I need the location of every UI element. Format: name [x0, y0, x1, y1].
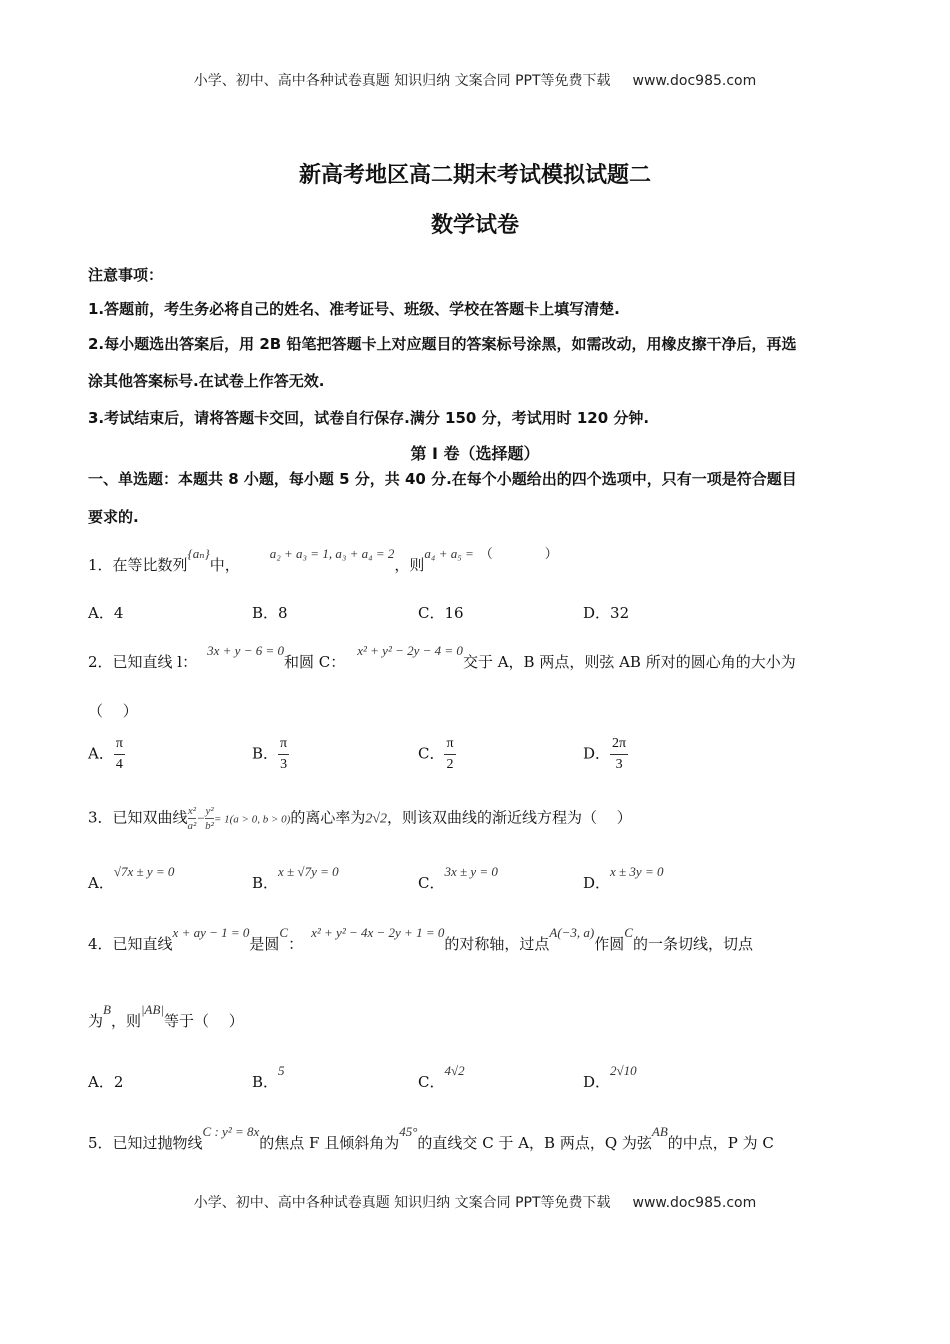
- q4-option-d-label: D．: [583, 1073, 611, 1091]
- q2-option-c-den: 2: [446, 757, 454, 772]
- q2-paren: （ ）: [88, 702, 138, 720]
- q4-option-a[interactable]: A．2: [88, 1073, 124, 1091]
- q4-colon: ：: [288, 935, 304, 953]
- q1-paren: （ ）: [479, 547, 558, 562]
- q4-l2a: 为: [88, 1012, 104, 1030]
- q1-condition: a₂ + a₃ = 1, a₃ + a₄ = 2: [269, 546, 395, 561]
- q3-minus: −: [196, 810, 206, 826]
- q4-l2c: 等于（ ）: [164, 1012, 244, 1030]
- q2-option-c-label: C．: [418, 744, 445, 763]
- q2-option-c[interactable]: [418, 734, 456, 775]
- q4-circle-c2: C: [624, 925, 633, 940]
- q2-option-b[interactable]: [252, 734, 289, 775]
- q3-f2-den: b²: [205, 820, 214, 832]
- q1-option-a[interactable]: A．4: [88, 604, 124, 622]
- q2-prefix: 2．已知直线 l：: [88, 653, 198, 671]
- page-footer: [0, 1192, 950, 1212]
- q3-option-c-label: C．: [418, 874, 445, 892]
- question-4: [88, 925, 753, 954]
- exam-subtitle: 数学试卷: [430, 213, 519, 238]
- q4-circle-equation: x² + y² − 4x − 2y + 1 = 0: [311, 925, 445, 940]
- q4-ab: |AB|: [140, 1002, 165, 1017]
- note-3: 3.考试结束后，请将答题卡交回，试卷自行保存.满分 150 分，考试用时 120 分钟.: [88, 409, 650, 427]
- exam-title: 新高考地区高二期末考试模拟试题二: [298, 163, 651, 188]
- question-3: [88, 804, 632, 833]
- q4-option-b-label: B．: [252, 1073, 279, 1091]
- q4-line-equation: x + ay − 1 = 0: [172, 925, 250, 940]
- q2-option-c-num: π: [444, 734, 455, 755]
- q3-mid: 的离心率为: [290, 808, 366, 827]
- q2-option-d[interactable]: [583, 734, 628, 775]
- q3-prefix: 3．已知双曲线: [88, 808, 188, 827]
- question-1: [88, 546, 558, 575]
- q3-option-d[interactable]: [583, 864, 664, 893]
- q4-l2b: ，则: [110, 1012, 141, 1030]
- q5-post: 的中点，P 为 C: [667, 1134, 774, 1152]
- q2-option-a[interactable]: [88, 734, 125, 775]
- part-heading: 第 I 卷（选择题）: [410, 444, 540, 463]
- section-line-2: 要求的.: [88, 508, 139, 526]
- note-1: 1.答题前，考生务必将自己的姓名、准考证号、班级、学校在答题卡上填写清楚.: [88, 300, 620, 318]
- q2-option-b-den: 3: [280, 757, 288, 772]
- note-2a: 2.每小题选出答案后，用 2B 铅笔把答题卡上对应题目的答案标号涂黑，如需改动，用橡皮擦干净后，再选: [88, 335, 797, 353]
- q4-mid3: 作圆: [594, 935, 625, 953]
- q1-option-d[interactable]: D．32: [583, 604, 630, 622]
- q4-point: A(−3, a): [549, 925, 595, 940]
- q3-option-a-label: A．: [88, 874, 114, 892]
- q3-f1-den: a²: [187, 820, 197, 832]
- header-url[interactable]: www.doc985.com: [632, 73, 757, 89]
- q4-mid2: 的对称轴，过点: [444, 935, 550, 953]
- page-header: [0, 70, 950, 90]
- question-4-line-2: [88, 1002, 244, 1031]
- q2-option-b-label: B．: [252, 744, 279, 763]
- q5-ab: AB: [651, 1124, 668, 1139]
- q2-mid: 和圆 C：: [283, 653, 346, 671]
- q3-option-a-value: √7x ± y = 0: [113, 864, 175, 879]
- q5-prefix: 5．已知过抛物线: [88, 1134, 203, 1152]
- q2-post: 交于 A，B 两点，则弦 AB 所对的圆心角的大小为: [462, 653, 796, 671]
- q2-option-a-fraction: [114, 734, 125, 775]
- q3-option-b[interactable]: [252, 864, 339, 893]
- q3-condition: = 1(a > 0, b > 0): [213, 813, 291, 826]
- q4-option-c-label: C．: [418, 1073, 445, 1091]
- q3-option-c[interactable]: [418, 864, 498, 893]
- q3-option-d-label: D．: [583, 874, 611, 892]
- q3-post: ，则该双曲线的渐近线方程为（ ）: [387, 808, 632, 827]
- q2-option-d-den: 3: [615, 757, 623, 772]
- q2-option-b-num: π: [278, 734, 289, 755]
- q4-option-d[interactable]: [583, 1063, 637, 1092]
- q1-mid: 中，: [209, 556, 240, 574]
- q4-option-b[interactable]: [252, 1063, 285, 1092]
- q2-option-d-fraction: [610, 734, 628, 775]
- q4-circle-c: C: [279, 925, 289, 940]
- q3-option-d-value: x ± 3y = 0: [610, 864, 664, 879]
- q5-mid: 的焦点 F 且倾斜角为: [259, 1134, 400, 1152]
- q3-eccentricity: 2√2: [365, 811, 388, 827]
- header-text: 小学、初中、高中各种试卷真题 知识归纳 文案合同 PPT等免费下载: [193, 73, 611, 89]
- q2-option-b-fraction: [278, 734, 289, 775]
- footer-url[interactable]: www.doc985.com: [632, 1195, 757, 1211]
- q2-option-d-num: 2π: [610, 734, 628, 755]
- q4-option-d-value: 2√10: [610, 1063, 637, 1078]
- q5-parabola: C : y² = 8x: [202, 1124, 260, 1139]
- q4-mid: 是圆: [249, 935, 280, 953]
- q2-option-d-label: D．: [583, 744, 611, 763]
- q3-option-c-value: 3x ± y = 0: [444, 864, 498, 879]
- notes-heading: 注意事项：: [88, 266, 164, 284]
- q4-option-c[interactable]: [418, 1063, 465, 1092]
- footer-text: 小学、初中、高中各种试卷真题 知识归纳 文案合同 PPT等免费下载: [193, 1195, 611, 1211]
- q1-ask: a₄ + a₅ =: [424, 546, 474, 561]
- q3-f2-num: y²: [205, 805, 214, 817]
- section-line-1: 一、单选题：本题共 8 小题，每小题 5 分，共 40 分.在每个小题给出的四个选项中，只有一项是符合题目: [88, 470, 797, 488]
- q3-option-b-label: B．: [252, 874, 279, 892]
- q2-circle-equation: x² + y² − 2y − 4 = 0: [357, 643, 463, 658]
- q1-prefix: 1．在等比数列: [88, 556, 188, 574]
- q3-f1-num: x²: [187, 805, 197, 817]
- note-2b: 涂其他答案标号.在试卷上作答无效.: [88, 372, 325, 390]
- q2-line-equation: 3x + y − 6 = 0: [207, 643, 284, 658]
- q5-angle: 45°: [399, 1124, 418, 1139]
- q2-option-a-label: A．: [88, 744, 114, 763]
- q5-mid2: 的直线交 C 于 A，B 两点，Q 为弦: [417, 1134, 652, 1152]
- q3-option-a[interactable]: [88, 864, 175, 893]
- q1-option-b[interactable]: B．8: [252, 604, 288, 622]
- q2-option-a-den: 4: [115, 757, 123, 772]
- q4-option-c-value: 4√2: [444, 1063, 465, 1078]
- q1-option-c[interactable]: C．16: [418, 604, 464, 622]
- q4-option-b-value: 5: [278, 1063, 285, 1078]
- question-5: [88, 1124, 774, 1153]
- q1-mid2: ，则: [394, 556, 425, 574]
- question-2: [88, 643, 796, 672]
- q4-post: 的一条切线，切点: [632, 935, 753, 953]
- q2-option-c-fraction: [444, 734, 455, 775]
- q3-option-b-value: x ± √7y = 0: [278, 864, 339, 879]
- q2-option-a-num: π: [114, 734, 125, 755]
- q3-fraction-y: [205, 804, 214, 833]
- q4-point-b: B: [103, 1002, 111, 1017]
- q1-sequence: {aₙ}: [187, 546, 210, 561]
- q4-prefix: 4．已知直线: [88, 935, 173, 953]
